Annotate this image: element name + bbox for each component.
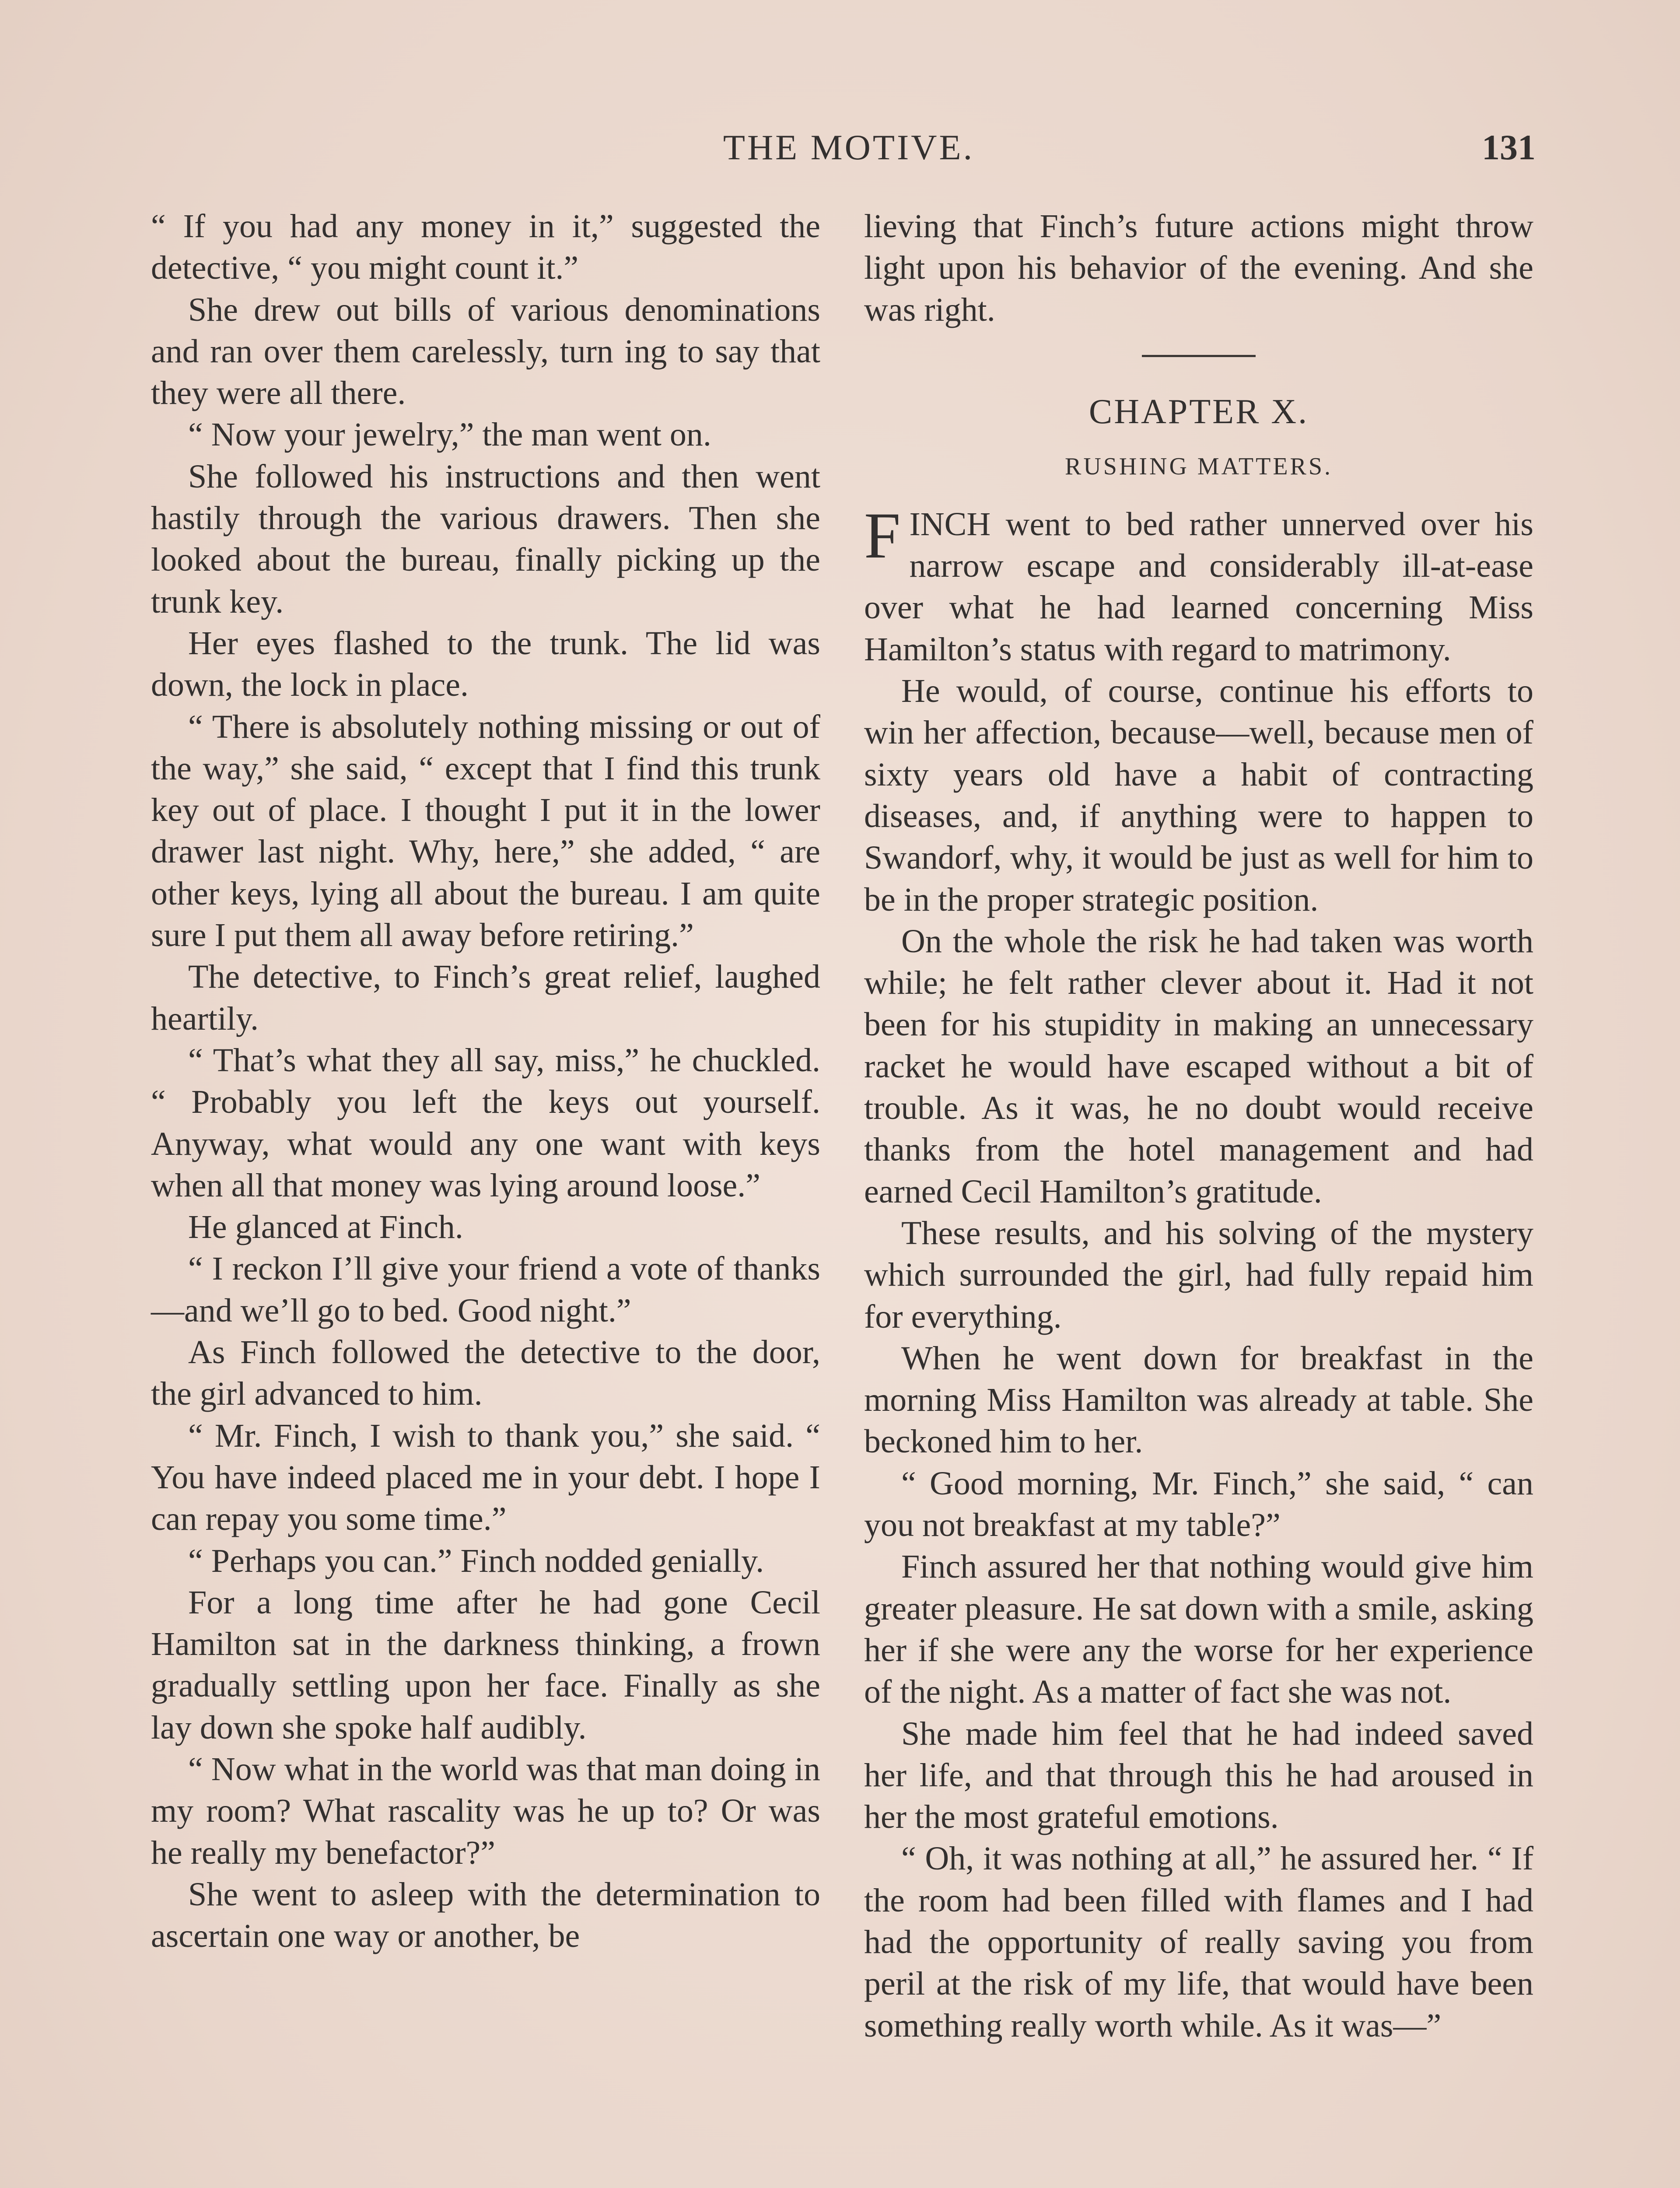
paragraph: These results, and his solving of the mystery which surrounded the girl, had fully repaid him for everything. [864, 1214, 1533, 1335]
chapter-title: CHAPTER X. [1088, 392, 1309, 431]
running-head [0, 127, 1680, 188]
running-title: THE MOTIVE. [723, 127, 975, 167]
section-divider [1142, 355, 1256, 357]
paragraph: On the whole the risk he had taken was worth while; he felt rather clever about it. Had it not been for his stupidity in making an unnecessary racket he would have escaped without a bit of trouble. As it was, he no doubt would receive thanks from the hotel management and had earned Cecil Hamilton’s gratitude. [864, 922, 1533, 1210]
paragraph: The detective, to Finch’s great relief, laughed heartily. [151, 958, 820, 1037]
paragraph: “ Now what in the world was that man doing in my room? What rascality was he up to? Or was he really my benefactor?” [151, 1750, 820, 1871]
paragraph: As Finch followed the detective to the door, the girl advanced to him. [151, 1334, 820, 1413]
paragraph: He glanced at Finch. [188, 1209, 463, 1246]
opening-text: INCH went to bed rather unnerved over his narrow escape and considerably ill-at-ease over what he had learned concerning Miss Hamilton’s status with regard to matrimony. [864, 505, 1533, 668]
paragraph: Her eyes flashed to the trunk. The lid was down, the lock in place. [151, 624, 820, 704]
paragraph: “ Good morning, Mr. Finch,” she said, “ can you not breakfast at my table?” [864, 1465, 1533, 1544]
paragraph: “ Mr. Finch, I wish to thank you,” she said. “ You have indeed placed me in your debt. I hope I can repay you some time.” [151, 1417, 820, 1538]
paragraph: She drew out bills of various denominations and ran over them carelessly, turn ing to say that they were all there. [151, 291, 820, 412]
paragraph: When he went down for breakfast in the morning Miss Hamilton was already at table. She beckoned him to her. [864, 1339, 1533, 1460]
paragraph: “ Perhaps you can.” Finch nodded genially. [188, 1542, 764, 1579]
chapter-opening-paragraph [864, 499, 1533, 670]
drop-cap: F [864, 499, 901, 572]
chapter-subtitle: RUSHING MATTERS. [1064, 452, 1333, 480]
paragraph: “ I reckon I’ll give your friend a vote of thanks—and we’ll go to bed. Good night.” [151, 1250, 820, 1329]
paragraph: For a long time after he had gone Cecil Hamilton sat in the darkness thinking, a frown gradually settling upon her face. Finally as she lay down she spoke half audibly. [151, 1584, 820, 1746]
paragraph: “ That’s what they all say, miss,” he chuckled. “ Probably you left the keys out yourself. Anyway, what would any one want with keys when all that money was lying around loose.” [151, 1041, 820, 1204]
left-column [151, 206, 820, 1957]
page-number: 131 [1482, 127, 1536, 167]
paragraph: “ Oh, it was nothing at all,” he assured her. “ If the room had been filled with flames and I had had the opportunity of really saving you from peril at the risk of my life, that would have been something really worth while. As it was—” [864, 1840, 1533, 2044]
paragraph: She made him feel that he had indeed saved her life, and that through this he had aroused in her the most grateful emotions. [864, 1715, 1533, 1836]
paragraph: “ If you had any money in it,” suggested the detective, “ you might count it.” [151, 208, 820, 287]
paragraph: “ Now your jewelry,” the man went on. [188, 416, 711, 453]
paragraph: Finch assured her that nothing would give him greater pleasure. He sat down with a smile, asking her if she were any the worse for her experience of the night. As a matter of fact she was not. [864, 1548, 1533, 1711]
paragraph: “ There is absolutely nothing missing or out of the way,” she said, “ except that I find this trunk key out of place. I thought I put it in the lower drawer last night. Why, here,” she added, “ are other keys, lying all about the bureau. I am quite sure I put them all away before retiring.” [151, 708, 820, 954]
paragraph: He would, of course, continue his efforts to win her affection, because—well, because men of sixty years old have a habit of contracting diseases, and, if anything were to happen to Swandorf, why, it would be just as well for him to be in the proper strategic position. [864, 673, 1533, 918]
paragraph: She went to asleep with the determination to ascertain one way or another, be [151, 1876, 820, 1955]
paragraph-continuation: lieving that Finch’s future actions might throw light upon his behavior of the evening. And she was right. [864, 208, 1533, 328]
right-column [864, 206, 1533, 2047]
paragraph: She followed his instructions and then went hastily through the various drawers. Then she looked about the bureau, finally picking up the trunk key. [151, 458, 820, 620]
